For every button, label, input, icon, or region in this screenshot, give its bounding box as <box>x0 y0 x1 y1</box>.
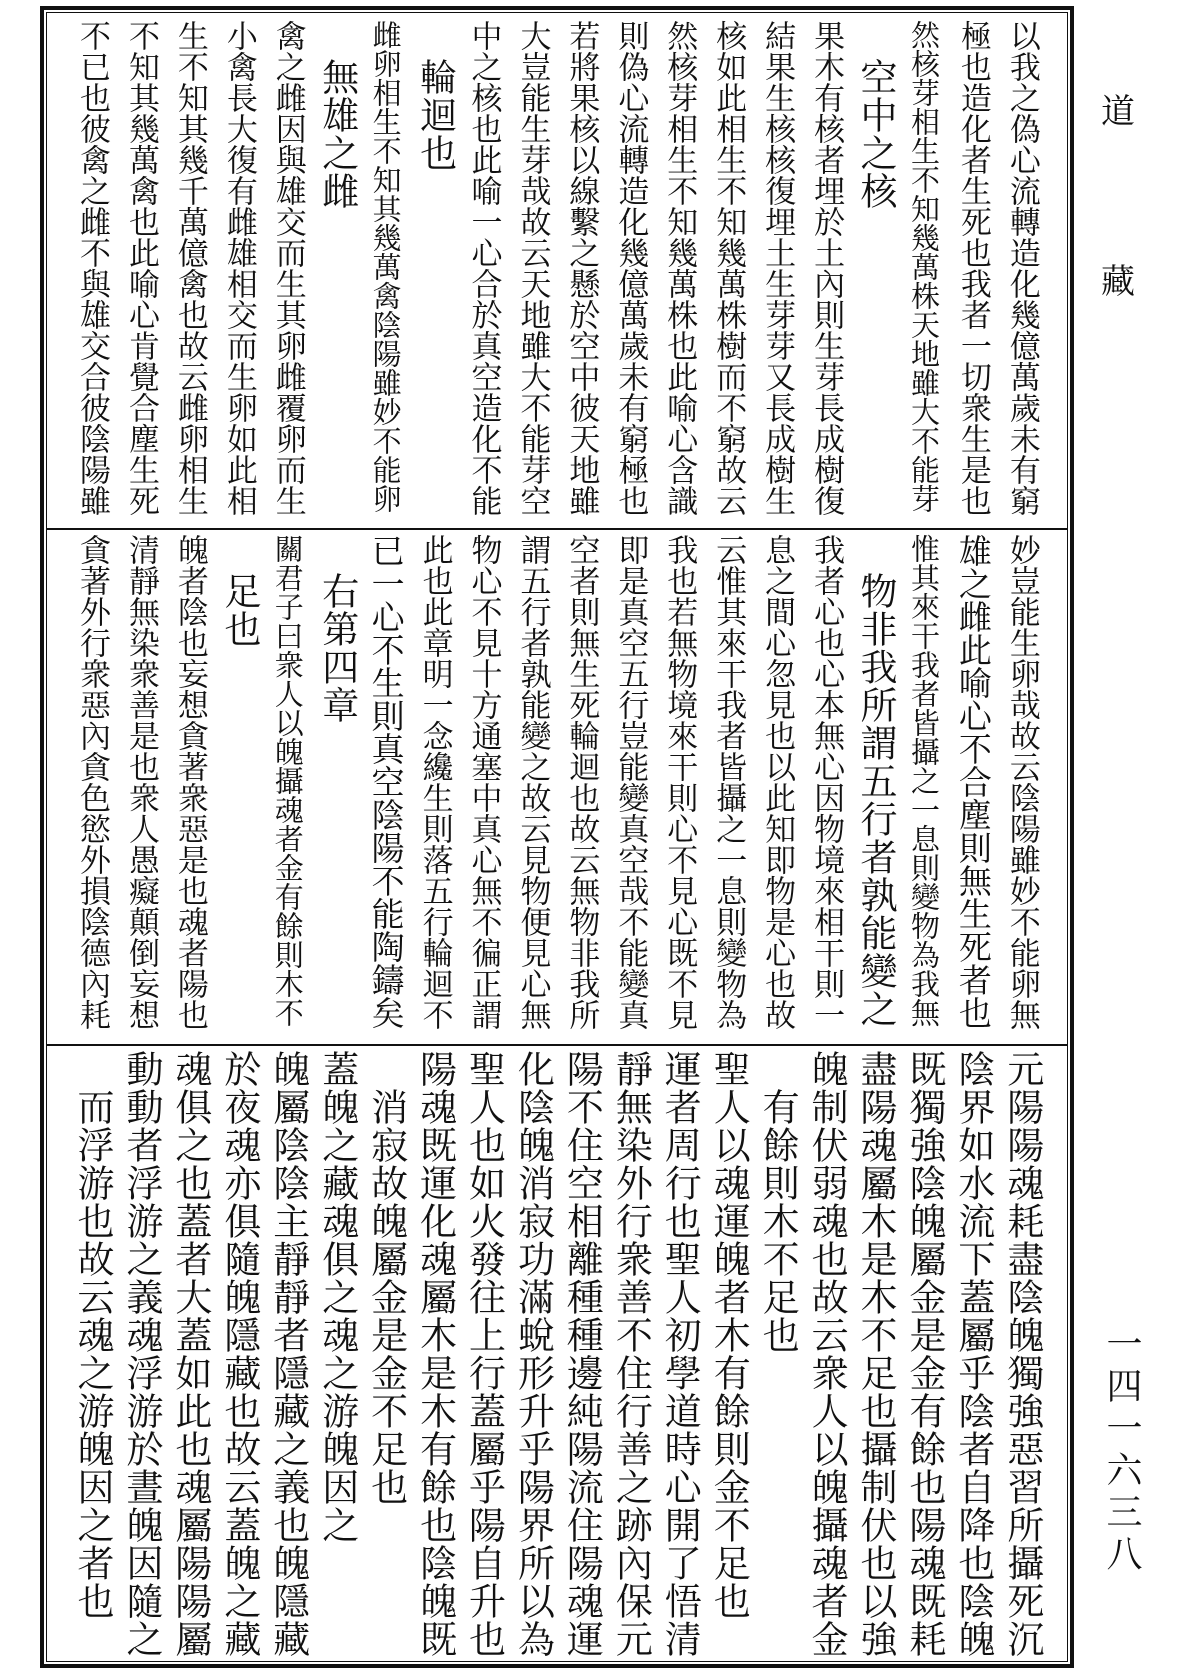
text-column <box>559 534 603 1038</box>
text-column <box>168 1050 212 1660</box>
column-text: 謂五行者孰能變之故云見物便見心無 <box>514 534 551 1030</box>
text-column <box>266 534 310 1038</box>
column-text: 生不知其幾千萬億禽也故云雌卵相生 <box>171 20 208 516</box>
text-column <box>853 20 897 524</box>
column-text: 則偽心流轉造化幾億萬歲未有窮極也 <box>612 20 649 516</box>
text-column <box>315 20 359 524</box>
collection-name-top <box>1096 92 1140 132</box>
text-column <box>168 20 212 524</box>
text-column <box>853 534 897 1038</box>
text-column <box>902 1050 946 1660</box>
register-divider-2 <box>46 1044 1068 1046</box>
text-column <box>70 1050 114 1660</box>
text-column <box>804 20 848 524</box>
column-text: 陰界如水流下蓋屬乎陰者自降也陰魄 <box>951 1050 995 1658</box>
column-text: 魄制伏弱魂也故云衆人以魄攝魂者金 <box>805 1050 849 1658</box>
text-column <box>951 534 995 1038</box>
text-column <box>413 1050 457 1660</box>
text-column <box>706 1050 750 1660</box>
column-text: 元陽陽魂耗盡陰魄獨強惡習所攝死沉 <box>1000 1050 1044 1658</box>
column-text: 魄屬陰陰主靜靜者隱藏之義也魄隱藏 <box>266 1050 310 1658</box>
column-text: 於夜魂亦俱隨魄隱藏也故云蓋魄之藏 <box>217 1050 261 1658</box>
column-text: 運者周行也聖人初學道時心開了悟清 <box>658 1050 702 1658</box>
collection-name-bottom <box>1096 262 1140 302</box>
column-text: 物非我所謂五行者孰能變之 <box>854 572 897 1028</box>
column-text: 貪著外行衆惡內貪色慾外損陰德內耗 <box>74 534 110 1030</box>
column-text: 雌卵相生不知其幾萬禽陰陽雖妙不能卵 <box>368 20 403 513</box>
column-text: 惟其來干我者皆攝之一息則變物為我無 <box>906 534 941 1027</box>
column-text: 右第四章 <box>315 572 359 724</box>
column-text: 然核芽相生不知幾萬株天地雖大不能芽 <box>906 20 941 513</box>
column-text: 我也若無物境來干則心不見心既不見 <box>661 534 698 1030</box>
text-column <box>608 20 652 524</box>
text-column <box>266 20 310 524</box>
text-column <box>266 1050 310 1660</box>
text-column <box>119 20 163 524</box>
text-column <box>510 1050 554 1660</box>
text-column <box>608 534 652 1038</box>
collection-char-top: 道 <box>1101 92 1135 132</box>
column-text: 已一心不生則真空陰陽不能陶鑄矣 <box>366 534 406 1029</box>
register-columns <box>56 20 1058 524</box>
column-text: 陽魂既運化魂屬木是木有餘也陰魄既 <box>413 1050 457 1658</box>
column-text: 聖人也如火發往上行蓋屬乎陽自升也 <box>462 1050 506 1658</box>
column-text: 無雄之雌 <box>315 58 359 210</box>
text-register-top <box>56 20 1058 524</box>
register-columns <box>56 1050 1058 1660</box>
register-divider-1 <box>46 528 1068 530</box>
column-text: 陽不住空相離種種邊純陽流住陽魂運 <box>560 1050 604 1658</box>
text-column <box>755 1050 799 1660</box>
text-column <box>657 20 701 524</box>
collection-char-bottom: 藏 <box>1101 262 1135 302</box>
column-text: 然核芽相生不知幾萬株也此喻心含識 <box>661 20 698 516</box>
text-column <box>951 1050 995 1660</box>
column-text: 不知其幾萬禽也此喻心肯覺合塵生死 <box>122 20 159 516</box>
column-text: 清靜無染衆善是也衆人愚癡顛倒妄想 <box>122 534 159 1030</box>
text-column <box>706 534 750 1038</box>
column-text: 蓋魄之藏魂俱之魂之游魄因之 <box>315 1050 359 1544</box>
column-text: 物心不見十方通塞中真心無不徧正謂 <box>465 534 502 1030</box>
column-text: 以我之偽心流轉造化幾億萬歲未有窮 <box>1003 20 1040 516</box>
column-text: 此也此章明一念纔生則落五行輪迴不 <box>416 534 453 1030</box>
text-column <box>217 534 261 1038</box>
text-column <box>559 1050 603 1660</box>
register-columns <box>56 534 1058 1038</box>
text-column <box>70 20 114 524</box>
column-text: 關君子曰衆人以魄攝魂者金有餘則木不 <box>270 534 305 1027</box>
text-column <box>608 1050 652 1660</box>
page-number: 一四一六三八 <box>1101 1325 1142 1577</box>
column-text: 魄者陰也妄想貪著衆惡是也魂者陽也 <box>171 534 208 1030</box>
column-text: 中之核也此喻一心合於真空造化不能 <box>465 20 502 516</box>
text-column <box>804 534 848 1038</box>
column-text: 聖人以魂運魄者木有餘則金不足也 <box>707 1050 751 1620</box>
column-text: 云惟其來干我者皆攝之一息則變物為 <box>710 534 747 1030</box>
text-column <box>755 534 799 1038</box>
text-column <box>510 534 554 1038</box>
text-column <box>364 534 408 1038</box>
column-text: 核如此相生不知幾萬株樹而不窮故云 <box>710 20 747 516</box>
text-column <box>853 1050 897 1660</box>
text-column <box>902 20 946 524</box>
text-column <box>1000 534 1044 1038</box>
text-column <box>1000 20 1044 524</box>
column-text: 既獨強陰魄屬金是金有餘也陽魂既耗 <box>902 1050 946 1658</box>
column-text: 動動者浮游之義魂浮游於晝魄因隨之 <box>119 1050 163 1658</box>
text-column <box>217 20 261 524</box>
column-text: 妙豈能生卵哉故云陰陽雖妙不能卵無 <box>1003 534 1040 1030</box>
text-column <box>364 20 408 524</box>
column-text: 息之間心忽見也以此知即物是心也故 <box>759 534 796 1030</box>
text-column <box>70 534 114 1038</box>
text-column <box>510 20 554 524</box>
column-text: 若將果核以線繫之懸於空中彼天地雖 <box>563 20 600 516</box>
text-column <box>119 534 163 1038</box>
text-column <box>755 20 799 524</box>
text-column <box>559 20 603 524</box>
column-text: 空者則無生死輪迴也故云無物非我所 <box>563 534 600 1030</box>
column-text: 小禽長大復有雌雄相交而生卵如此相 <box>220 20 257 516</box>
column-text: 消寂故魄屬金是金不足也 <box>364 1088 408 1506</box>
column-text: 魂俱之也蓋者大蓋如此也魂屬陽陽屬 <box>168 1050 212 1658</box>
text-column <box>413 20 457 524</box>
text-column <box>217 1050 261 1660</box>
text-column <box>168 534 212 1038</box>
column-text: 結果生核核復埋土生芽芽又長成樹生 <box>759 20 796 516</box>
text-column <box>364 1050 408 1660</box>
column-text: 極也造化者生死也我者一切衆生是也 <box>954 20 991 516</box>
column-text: 空中之核 <box>854 58 897 210</box>
text-column <box>1000 1050 1044 1660</box>
text-column <box>902 534 946 1038</box>
text-column <box>951 20 995 524</box>
text-column <box>706 20 750 524</box>
column-text: 果木有核者埋於土內則生芽長成樹復 <box>808 20 845 516</box>
column-text: 大豈能生芽哉故云天地雖大不能芽空 <box>514 20 551 516</box>
text-column <box>413 534 457 1038</box>
text-column <box>657 1050 701 1660</box>
column-text: 輪迴也 <box>413 58 457 172</box>
column-text: 即是真空五行豈能變真空哉不能變真 <box>612 534 649 1030</box>
text-register-bottom <box>56 1050 1058 1660</box>
column-text: 靜無染外行衆善不住行善之跡內保元 <box>609 1050 653 1658</box>
text-column <box>657 534 701 1038</box>
text-column <box>119 1050 163 1660</box>
page-number-column <box>1096 1325 1146 1577</box>
column-text: 足也 <box>217 572 261 648</box>
column-text: 有餘則木不足也 <box>756 1088 800 1354</box>
text-column <box>315 1050 359 1660</box>
text-column <box>462 1050 506 1660</box>
column-text: 雄之雌此喻心不合塵則無生死者也 <box>953 534 993 1029</box>
text-column <box>804 1050 848 1660</box>
column-text: 不已也彼禽之雌不與雄交合彼陰陽雖 <box>74 20 110 516</box>
text-register-middle <box>56 534 1058 1038</box>
column-text: 盡陽魂屬木是木不足也攝制伏也以強 <box>854 1050 897 1658</box>
column-text: 化陰魄消寂功滿蛻形升乎陽界所以為 <box>511 1050 555 1658</box>
text-column <box>315 534 359 1038</box>
column-text: 禽之雌因與雄交而生其卵雌覆卵而生 <box>269 20 306 516</box>
column-text: 而浮游也故云魂之游魄因之者也 <box>71 1088 114 1620</box>
text-column <box>462 20 506 524</box>
column-text: 我者心也心本無心因物境來相干則一 <box>808 534 845 1030</box>
text-column <box>462 534 506 1038</box>
